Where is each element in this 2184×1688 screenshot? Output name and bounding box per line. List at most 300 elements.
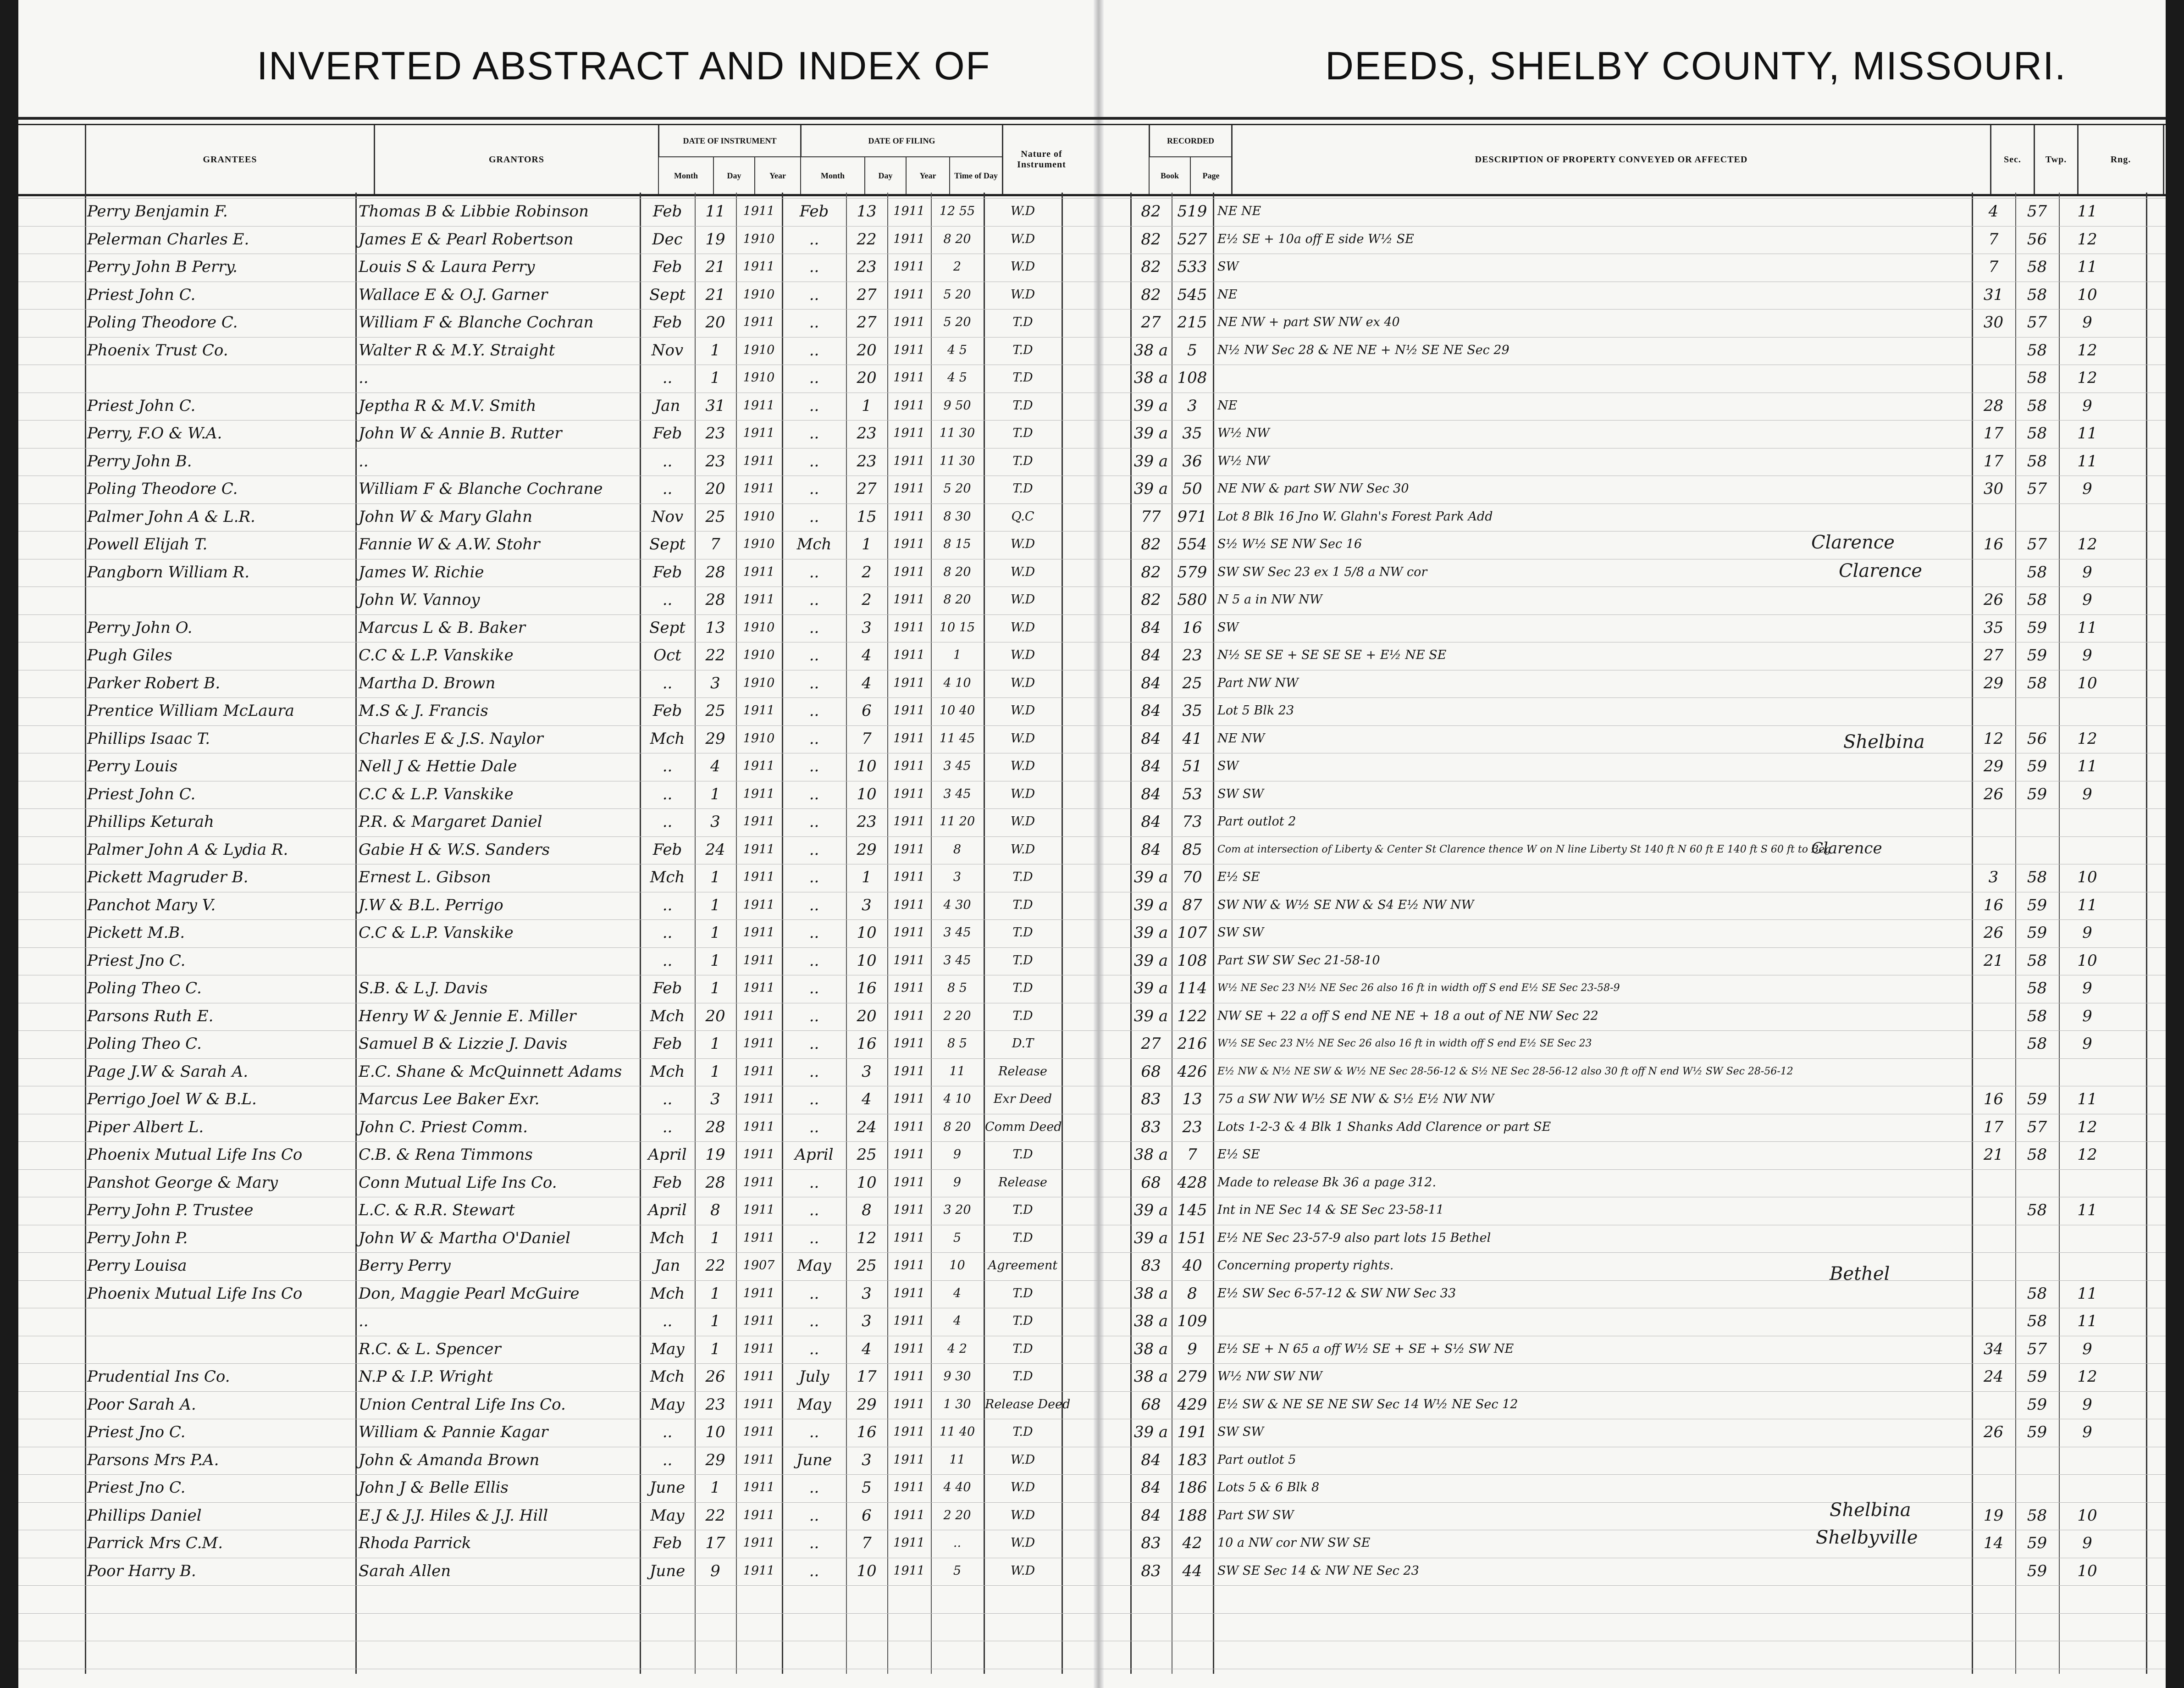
cell-page: 519 bbox=[1177, 202, 1207, 221]
header-nature: Nature of Instrument bbox=[1002, 125, 1080, 194]
cell-grantee: Palmer John A & Lydia R. bbox=[87, 840, 288, 859]
cell-m1: Feb bbox=[652, 258, 682, 276]
cell-grantee: Pickett Magruder B. bbox=[87, 868, 249, 886]
cell-t: 10 bbox=[949, 1258, 965, 1273]
cell-page: 41 bbox=[1182, 729, 1202, 748]
cell-desc: N 5 a in NW NW bbox=[1217, 592, 1322, 607]
cell-sec bbox=[1973, 1225, 2014, 1251]
cell-d1: 24 bbox=[705, 840, 725, 859]
cell-m1: Sept bbox=[649, 535, 686, 553]
table-row bbox=[0, 697, 2184, 724]
cell-t: 4 30 bbox=[943, 897, 971, 912]
cell-y2: 1911 bbox=[893, 287, 925, 302]
cell-d2: 23 bbox=[857, 452, 877, 470]
cell-rng: 9 bbox=[2082, 591, 2092, 609]
cell-sec bbox=[1973, 1030, 2014, 1057]
cell-twp: 57 bbox=[2027, 1118, 2047, 1136]
cell-book: 84 bbox=[1141, 757, 1161, 775]
cell-nat: T.D bbox=[1012, 870, 1033, 884]
cell-sec: 27 bbox=[1983, 646, 2004, 664]
cell-t: 12 55 bbox=[939, 204, 975, 218]
cell-desc: N½ SE SE + SE SE SE + E½ NE SE bbox=[1217, 648, 1447, 662]
cell-m2: .. bbox=[809, 341, 819, 360]
cell-page: 114 bbox=[1177, 979, 1207, 997]
cell-book: 82 bbox=[1141, 591, 1161, 609]
cell-d1: 1 bbox=[710, 868, 720, 886]
cell-sec bbox=[1973, 1308, 2014, 1334]
cell-y1: 1910 bbox=[743, 343, 775, 357]
cell-book: 38 a bbox=[1133, 1312, 1168, 1330]
cell-rng: 9 bbox=[2082, 1035, 2092, 1053]
cell-grantor: Samuel B & Lizzie J. Davis bbox=[359, 1035, 568, 1053]
cell-sec bbox=[1973, 1058, 2014, 1085]
cell-grantor: E.C. Shane & McQuinnett Adams bbox=[359, 1062, 622, 1081]
cell-grantor: Union Central Life Ins Co. bbox=[359, 1395, 566, 1414]
cell-desc: Lot 8 Blk 16 Jno W. Glahn's Forest Park Add bbox=[1217, 509, 1493, 524]
cell-d1: 1 bbox=[710, 1229, 720, 1247]
cell-desc: Lots 1-2-3 & 4 Blk 1 Shanks Add Clarence or part SE bbox=[1217, 1119, 1551, 1134]
cell-m2: .. bbox=[809, 480, 819, 498]
cell-m1: May bbox=[650, 1339, 685, 1358]
table-row bbox=[0, 587, 2184, 613]
cell-twp: 58 bbox=[2027, 951, 2047, 970]
cell-y1: 1911 bbox=[743, 565, 775, 579]
cell-m1: Feb bbox=[652, 563, 682, 581]
cell-y1: 1911 bbox=[743, 315, 775, 329]
cell-page: 36 bbox=[1182, 452, 1202, 470]
cell-t: 5 20 bbox=[943, 315, 971, 329]
cell-d1: 19 bbox=[705, 1146, 725, 1164]
cell-twp bbox=[2016, 836, 2058, 863]
cell-d2: 13 bbox=[857, 202, 877, 221]
cell-d1: 23 bbox=[705, 1395, 725, 1414]
cell-m1: Sept bbox=[649, 285, 686, 304]
cell-m1: .. bbox=[662, 785, 673, 803]
table-row bbox=[0, 1363, 2184, 1390]
cell-d1: 26 bbox=[705, 1367, 725, 1386]
cell-page: 971 bbox=[1177, 507, 1207, 526]
cell-desc: Part SW SW Sec 21-58-10 bbox=[1217, 953, 1380, 968]
cell-t: 11 45 bbox=[939, 731, 975, 746]
cell-y1: 1911 bbox=[743, 1092, 775, 1106]
cell-m2: .. bbox=[809, 424, 819, 443]
table-row bbox=[0, 476, 2184, 502]
cell-page: 215 bbox=[1177, 313, 1207, 332]
row-rule bbox=[18, 1585, 2166, 1586]
cell-desc bbox=[1217, 365, 1969, 391]
cell-grantee: Perry John O. bbox=[87, 618, 193, 637]
cell-nat: W.D bbox=[1010, 1508, 1035, 1522]
cell-rng: 11 bbox=[2077, 896, 2097, 914]
cell-y2: 1911 bbox=[893, 426, 925, 440]
cell-grantee: Prudential Ins Co. bbox=[87, 1367, 230, 1386]
cell-book: 84 bbox=[1141, 702, 1161, 720]
cell-grantor: .. bbox=[359, 1312, 369, 1330]
cell-nat: Exr Deed bbox=[993, 1092, 1052, 1106]
cell-page: 3 bbox=[1187, 396, 1197, 415]
cell-rng bbox=[2060, 1169, 2115, 1196]
cell-y1: 1911 bbox=[743, 981, 775, 995]
cell-desc: Com at intersection of Liberty & Center St Clarence thence W on N line Liberty St 140 ft N 60 ft E 140 ft S 60 ft to Beg bbox=[1217, 843, 1831, 855]
cell-nat: T.D bbox=[1012, 481, 1033, 496]
cell-m2: .. bbox=[809, 1173, 819, 1192]
cell-d2: 3 bbox=[862, 1312, 872, 1330]
cell-sec: 4 bbox=[1988, 202, 1999, 221]
cell-page: 188 bbox=[1177, 1506, 1207, 1525]
cell-y2: 1911 bbox=[893, 814, 925, 829]
cell-sec: 35 bbox=[1983, 618, 2004, 637]
table-row bbox=[0, 365, 2184, 391]
cell-y2: 1911 bbox=[893, 731, 925, 746]
header-grantees: GRANTEES bbox=[85, 125, 374, 194]
cell-y2: 1911 bbox=[893, 925, 925, 940]
cell-grantee: Poling Theo C. bbox=[87, 979, 202, 997]
cell-desc: 10 a NW cor NW SW SE bbox=[1217, 1536, 1371, 1550]
cell-twp bbox=[2016, 504, 2058, 530]
cell-grantee: Perry Benjamin F. bbox=[87, 202, 228, 221]
cell-m1: .. bbox=[662, 452, 673, 470]
cell-grantee: Pugh Giles bbox=[87, 646, 172, 664]
cell-nat: T.D bbox=[1012, 454, 1033, 468]
table-row bbox=[0, 420, 2184, 447]
cell-m2: .. bbox=[809, 979, 819, 997]
cell-nat: W.D bbox=[1010, 232, 1035, 246]
cell-m1: Nov bbox=[651, 507, 684, 526]
cell-twp: 59 bbox=[2027, 1090, 2047, 1108]
cell-m2: .. bbox=[809, 1506, 819, 1525]
cell-grantee: Phoenix Trust Co. bbox=[87, 341, 228, 360]
cell-d1: 1 bbox=[710, 1035, 720, 1053]
cell-t: 4 10 bbox=[943, 1092, 971, 1106]
cell-m2: .. bbox=[809, 951, 819, 970]
cell-desc: NE NE bbox=[1217, 204, 1261, 218]
cell-sec bbox=[1973, 975, 2014, 1002]
cell-sec: 26 bbox=[1983, 1423, 2004, 1441]
cell-t: 8 20 bbox=[943, 592, 971, 607]
cell-t: 9 30 bbox=[943, 1369, 971, 1384]
cell-desc: Lot 5 Blk 23 bbox=[1217, 703, 1294, 718]
cell-m2: .. bbox=[809, 702, 819, 720]
table-row bbox=[0, 1058, 2184, 1085]
cell-d2: 3 bbox=[862, 1450, 872, 1469]
cell-t: 11 bbox=[949, 1064, 965, 1079]
cell-book: 82 bbox=[1141, 230, 1161, 249]
cell-grantor: Louis S & Laura Perry bbox=[359, 258, 535, 276]
cell-page: 533 bbox=[1177, 258, 1207, 276]
cell-rng: 12 bbox=[2077, 369, 2097, 387]
cell-m1: Feb bbox=[652, 702, 682, 720]
cell-grantee: Piper Albert L. bbox=[87, 1118, 204, 1136]
cell-desc: NE NW & part SW NW Sec 30 bbox=[1217, 481, 1409, 496]
cell-desc: W½ NE Sec 23 N½ NE Sec 26 also 16 ft in width off S end E½ SE Sec 23-58-9 bbox=[1217, 982, 1620, 994]
cell-desc: SW SW Sec 23 ex 1 5/8 a NW cor bbox=[1217, 565, 1427, 579]
cell-y2: 1911 bbox=[893, 204, 925, 218]
cell-twp: 56 bbox=[2027, 729, 2047, 748]
cell-desc: S½ W½ SE NW Sec 16 bbox=[1217, 537, 1362, 551]
cell-book: 83 bbox=[1141, 1561, 1161, 1580]
cell-grantee: Perry Louisa bbox=[87, 1256, 187, 1275]
cell-twp: 57 bbox=[2027, 1339, 2047, 1358]
cell-page: 186 bbox=[1177, 1478, 1207, 1497]
cell-d2: 27 bbox=[857, 313, 877, 332]
cell-m2: .. bbox=[809, 1090, 819, 1108]
cell-desc: E½ NW & N½ NE SW & W½ NE Sec 28-56-12 & S½ NE Sec 28-56-12 also 30 ft off N end W½ SW Sec 28-56-12 bbox=[1217, 1065, 1793, 1077]
cell-book: 39 a bbox=[1133, 868, 1168, 886]
cell-grantee: Priest John C. bbox=[87, 285, 196, 304]
cell-m2: .. bbox=[809, 1423, 819, 1441]
cell-m2: .. bbox=[809, 313, 819, 332]
cell-d2: 29 bbox=[857, 1395, 877, 1414]
cell-m2: .. bbox=[809, 785, 819, 803]
cell-m2: .. bbox=[809, 1035, 819, 1053]
cell-grantor: E.J & J.J. Hiles & J.J. Hill bbox=[359, 1506, 548, 1525]
cell-d1: 3 bbox=[710, 674, 720, 692]
cell-m1: June bbox=[649, 1478, 686, 1497]
cell-y2: 1911 bbox=[893, 371, 925, 385]
cell-twp: 59 bbox=[2027, 896, 2047, 914]
cell-grantee: Palmer John A & L.R. bbox=[87, 507, 255, 526]
cell-grantor: Jeptha R & M.V. Smith bbox=[359, 396, 536, 415]
cell-d1: 1 bbox=[710, 896, 720, 914]
cell-nat: Release bbox=[998, 1175, 1047, 1190]
cell-d2: 25 bbox=[857, 1146, 877, 1164]
cell-sec: 17 bbox=[1983, 452, 2004, 470]
header-twp: Twp. bbox=[2034, 125, 2077, 194]
cell-page: 554 bbox=[1177, 535, 1207, 553]
cell-t: 11 20 bbox=[939, 814, 975, 829]
cell-y2: 1911 bbox=[893, 1258, 925, 1273]
cell-d2: 2 bbox=[862, 563, 872, 581]
cell-twp bbox=[2016, 1447, 2058, 1473]
cell-nat: W.D bbox=[1010, 842, 1035, 857]
cell-grantee: Pangborn William R. bbox=[87, 563, 250, 581]
cell-d1: 1 bbox=[710, 369, 720, 387]
cell-sec: 28 bbox=[1983, 396, 2004, 415]
cell-m2: June bbox=[796, 1450, 832, 1469]
cell-sec: 34 bbox=[1983, 1339, 2004, 1358]
cell-desc: W½ NW bbox=[1217, 426, 1270, 440]
cell-t: 8 20 bbox=[943, 232, 971, 246]
cell-desc: Part SW SW bbox=[1217, 1508, 1294, 1522]
cell-y1: 1911 bbox=[743, 204, 775, 218]
cell-desc: NE NW + part SW NW ex 40 bbox=[1217, 315, 1400, 329]
table-row bbox=[0, 254, 2184, 280]
cell-y2: 1911 bbox=[893, 260, 925, 274]
cell-grantee: Perry John P. bbox=[87, 1229, 188, 1247]
cell-y2: 1911 bbox=[893, 509, 925, 524]
cell-desc: E½ SE bbox=[1217, 1147, 1260, 1162]
cell-grantor: James W. Richie bbox=[359, 563, 484, 581]
cell-sec bbox=[1973, 1391, 2014, 1418]
cell-t: 4 bbox=[953, 1314, 962, 1328]
cell-y2: 1911 bbox=[893, 842, 925, 857]
cell-nat: T.D bbox=[1012, 1008, 1033, 1023]
cell-book: 38 a bbox=[1133, 1367, 1168, 1386]
cell-page: 16 bbox=[1182, 618, 1202, 637]
cell-grantee: Prentice William McLaura bbox=[87, 702, 294, 720]
cell-grantor: John C. Priest Comm. bbox=[359, 1118, 528, 1136]
cell-y2: 1911 bbox=[893, 481, 925, 496]
cell-y1: 1911 bbox=[743, 953, 775, 968]
cell-nat: W.D bbox=[1010, 731, 1035, 746]
cell-page: 527 bbox=[1177, 230, 1207, 249]
cell-page: 40 bbox=[1182, 1256, 1202, 1275]
cell-rng bbox=[2060, 1058, 2115, 1085]
cell-t: 1 30 bbox=[943, 1397, 971, 1411]
cell-grantor: J.W & B.L. Perrigo bbox=[359, 896, 503, 914]
cell-y2: 1911 bbox=[893, 1536, 925, 1550]
header-recorded: RECORDED bbox=[1149, 125, 1231, 157]
cell-nat: T.D bbox=[1012, 1341, 1033, 1356]
cell-t: 9 bbox=[953, 1175, 962, 1190]
cell-m1: Mch bbox=[650, 1007, 685, 1025]
cell-book: 84 bbox=[1141, 1450, 1161, 1469]
cell-rng: 11 bbox=[2077, 618, 2097, 637]
cell-grantor: Ernest L. Gibson bbox=[359, 868, 491, 886]
header-description: DESCRIPTION OF PROPERTY CONVEYED OR AFFECTED bbox=[1231, 125, 1990, 194]
cell-d1: 28 bbox=[705, 1118, 725, 1136]
cell-grantor: .. bbox=[359, 369, 369, 387]
cell-twp: 58 bbox=[2027, 369, 2047, 387]
header-year-1: Year bbox=[754, 157, 800, 194]
cell-t: 2 20 bbox=[943, 1008, 971, 1023]
table-row bbox=[0, 670, 2184, 697]
cell-nat: T.D bbox=[1012, 1369, 1033, 1384]
table-row bbox=[0, 1308, 2184, 1334]
cell-page: 151 bbox=[1177, 1229, 1207, 1247]
cell-grantee: Panchot Mary V. bbox=[87, 896, 216, 914]
cell-book: 82 bbox=[1141, 535, 1161, 553]
cell-y2: 1911 bbox=[893, 759, 925, 773]
cell-m1: .. bbox=[662, 591, 673, 609]
cell-grantee: Perry, F.O & W.A. bbox=[87, 424, 222, 443]
cell-sec bbox=[1973, 504, 2014, 530]
cell-desc: E½ SE + 10a off E side W½ SE bbox=[1217, 232, 1414, 246]
cell-twp: 58 bbox=[2027, 674, 2047, 692]
cell-m1: Feb bbox=[652, 313, 682, 332]
cell-page: 42 bbox=[1182, 1534, 1202, 1552]
cell-y2: 1911 bbox=[893, 870, 925, 884]
cell-rng: 11 bbox=[2077, 1312, 2097, 1330]
cell-d1: 1 bbox=[710, 785, 720, 803]
cell-desc: NE NW bbox=[1217, 731, 1265, 746]
cell-book: 83 bbox=[1141, 1534, 1161, 1552]
cell-rng bbox=[2060, 808, 2115, 835]
cell-page: 35 bbox=[1182, 702, 1202, 720]
cell-y1: 1910 bbox=[743, 287, 775, 302]
cell-d2: 4 bbox=[862, 674, 872, 692]
cell-twp: 59 bbox=[2027, 1561, 2047, 1580]
cell-m1: April bbox=[648, 1146, 687, 1164]
cell-t: 9 bbox=[953, 1147, 962, 1162]
cell-t: 2 bbox=[953, 260, 962, 274]
cell-y1: 1911 bbox=[743, 1341, 775, 1356]
cell-d1: 21 bbox=[705, 258, 725, 276]
cell-desc: Lots 5 & 6 Blk 8 bbox=[1217, 1480, 1320, 1494]
cell-rng: 12 bbox=[2077, 535, 2097, 553]
cell-rng: 9 bbox=[2082, 1339, 2092, 1358]
cell-m2: .. bbox=[809, 840, 819, 859]
cell-d1: 23 bbox=[705, 452, 725, 470]
cell-d2: 1 bbox=[862, 535, 872, 553]
cell-d2: 10 bbox=[857, 1561, 877, 1580]
cell-d1: 1 bbox=[710, 951, 720, 970]
cell-sec bbox=[1973, 1447, 2014, 1473]
cell-nat: T.D bbox=[1012, 897, 1033, 912]
cell-grantee: Perry John B. bbox=[87, 452, 192, 470]
cell-grantee bbox=[87, 587, 353, 613]
cell-d1: 13 bbox=[705, 618, 725, 637]
cell-m1: .. bbox=[662, 896, 673, 914]
cell-book: 84 bbox=[1141, 646, 1161, 664]
cell-d2: 10 bbox=[857, 951, 877, 970]
cell-book: 39 a bbox=[1133, 396, 1168, 415]
cell-m1: Feb bbox=[652, 1035, 682, 1053]
cell-d2: 10 bbox=[857, 1173, 877, 1192]
cell-twp: 58 bbox=[2027, 341, 2047, 360]
cell-t: 3 45 bbox=[943, 786, 971, 801]
cell-y1: 1911 bbox=[743, 481, 775, 496]
cell-grantee: Perry Louis bbox=[87, 757, 178, 775]
cell-twp: 58 bbox=[2027, 868, 2047, 886]
table-row bbox=[0, 1225, 2184, 1251]
cell-rng bbox=[2060, 1474, 2115, 1501]
cell-d2: 16 bbox=[857, 979, 877, 997]
cell-nat: T.D bbox=[1012, 1425, 1033, 1439]
cell-y1: 1911 bbox=[743, 592, 775, 607]
cell-m1: .. bbox=[662, 1312, 673, 1330]
cell-t: 3 45 bbox=[943, 953, 971, 968]
cell-m2: .. bbox=[809, 646, 819, 664]
cell-nat: T.D bbox=[1012, 981, 1033, 995]
cell-m2: .. bbox=[809, 230, 819, 249]
cell-desc: SW SW bbox=[1217, 925, 1264, 940]
cell-rng: 10 bbox=[2077, 285, 2097, 304]
cell-m1: May bbox=[650, 1506, 685, 1525]
cell-t: 5 bbox=[953, 1563, 962, 1578]
cell-book: 38 a bbox=[1133, 341, 1168, 360]
cell-grantor: Gabie H & W.S. Sanders bbox=[359, 840, 550, 859]
cell-book: 39 a bbox=[1133, 951, 1168, 970]
cell-d1: 10 bbox=[705, 1423, 725, 1441]
table-row bbox=[0, 337, 2184, 364]
cell-grantor: N.P & I.P. Wright bbox=[359, 1367, 493, 1386]
cell-d2: 23 bbox=[857, 258, 877, 276]
cell-sec: 30 bbox=[1983, 480, 2004, 498]
cell-m1: .. bbox=[662, 369, 673, 387]
cell-y2: 1911 bbox=[893, 786, 925, 801]
cell-grantee: Phillips Daniel bbox=[87, 1506, 202, 1525]
cell-d1: 1 bbox=[710, 1062, 720, 1081]
header-day-2: Day bbox=[864, 157, 906, 194]
table-row bbox=[0, 975, 2184, 1002]
cell-d1: 4 bbox=[710, 757, 720, 775]
cell-m2: .. bbox=[809, 258, 819, 276]
cell-y2: 1911 bbox=[893, 620, 925, 635]
cell-twp: 59 bbox=[2027, 785, 2047, 803]
cell-desc bbox=[1217, 1308, 1969, 1334]
note-shelbina-1: Shelbina bbox=[1843, 731, 1925, 753]
cell-d2: 3 bbox=[862, 1062, 872, 1081]
cell-y2: 1911 bbox=[893, 1563, 925, 1578]
cell-book: 84 bbox=[1141, 840, 1161, 859]
cell-nat: W.D bbox=[1010, 759, 1035, 773]
table-row bbox=[0, 753, 2184, 780]
cell-m2: .. bbox=[809, 1007, 819, 1025]
cell-m2: .. bbox=[809, 369, 819, 387]
cell-y2: 1911 bbox=[893, 537, 925, 551]
cell-nat: T.D bbox=[1012, 398, 1033, 413]
